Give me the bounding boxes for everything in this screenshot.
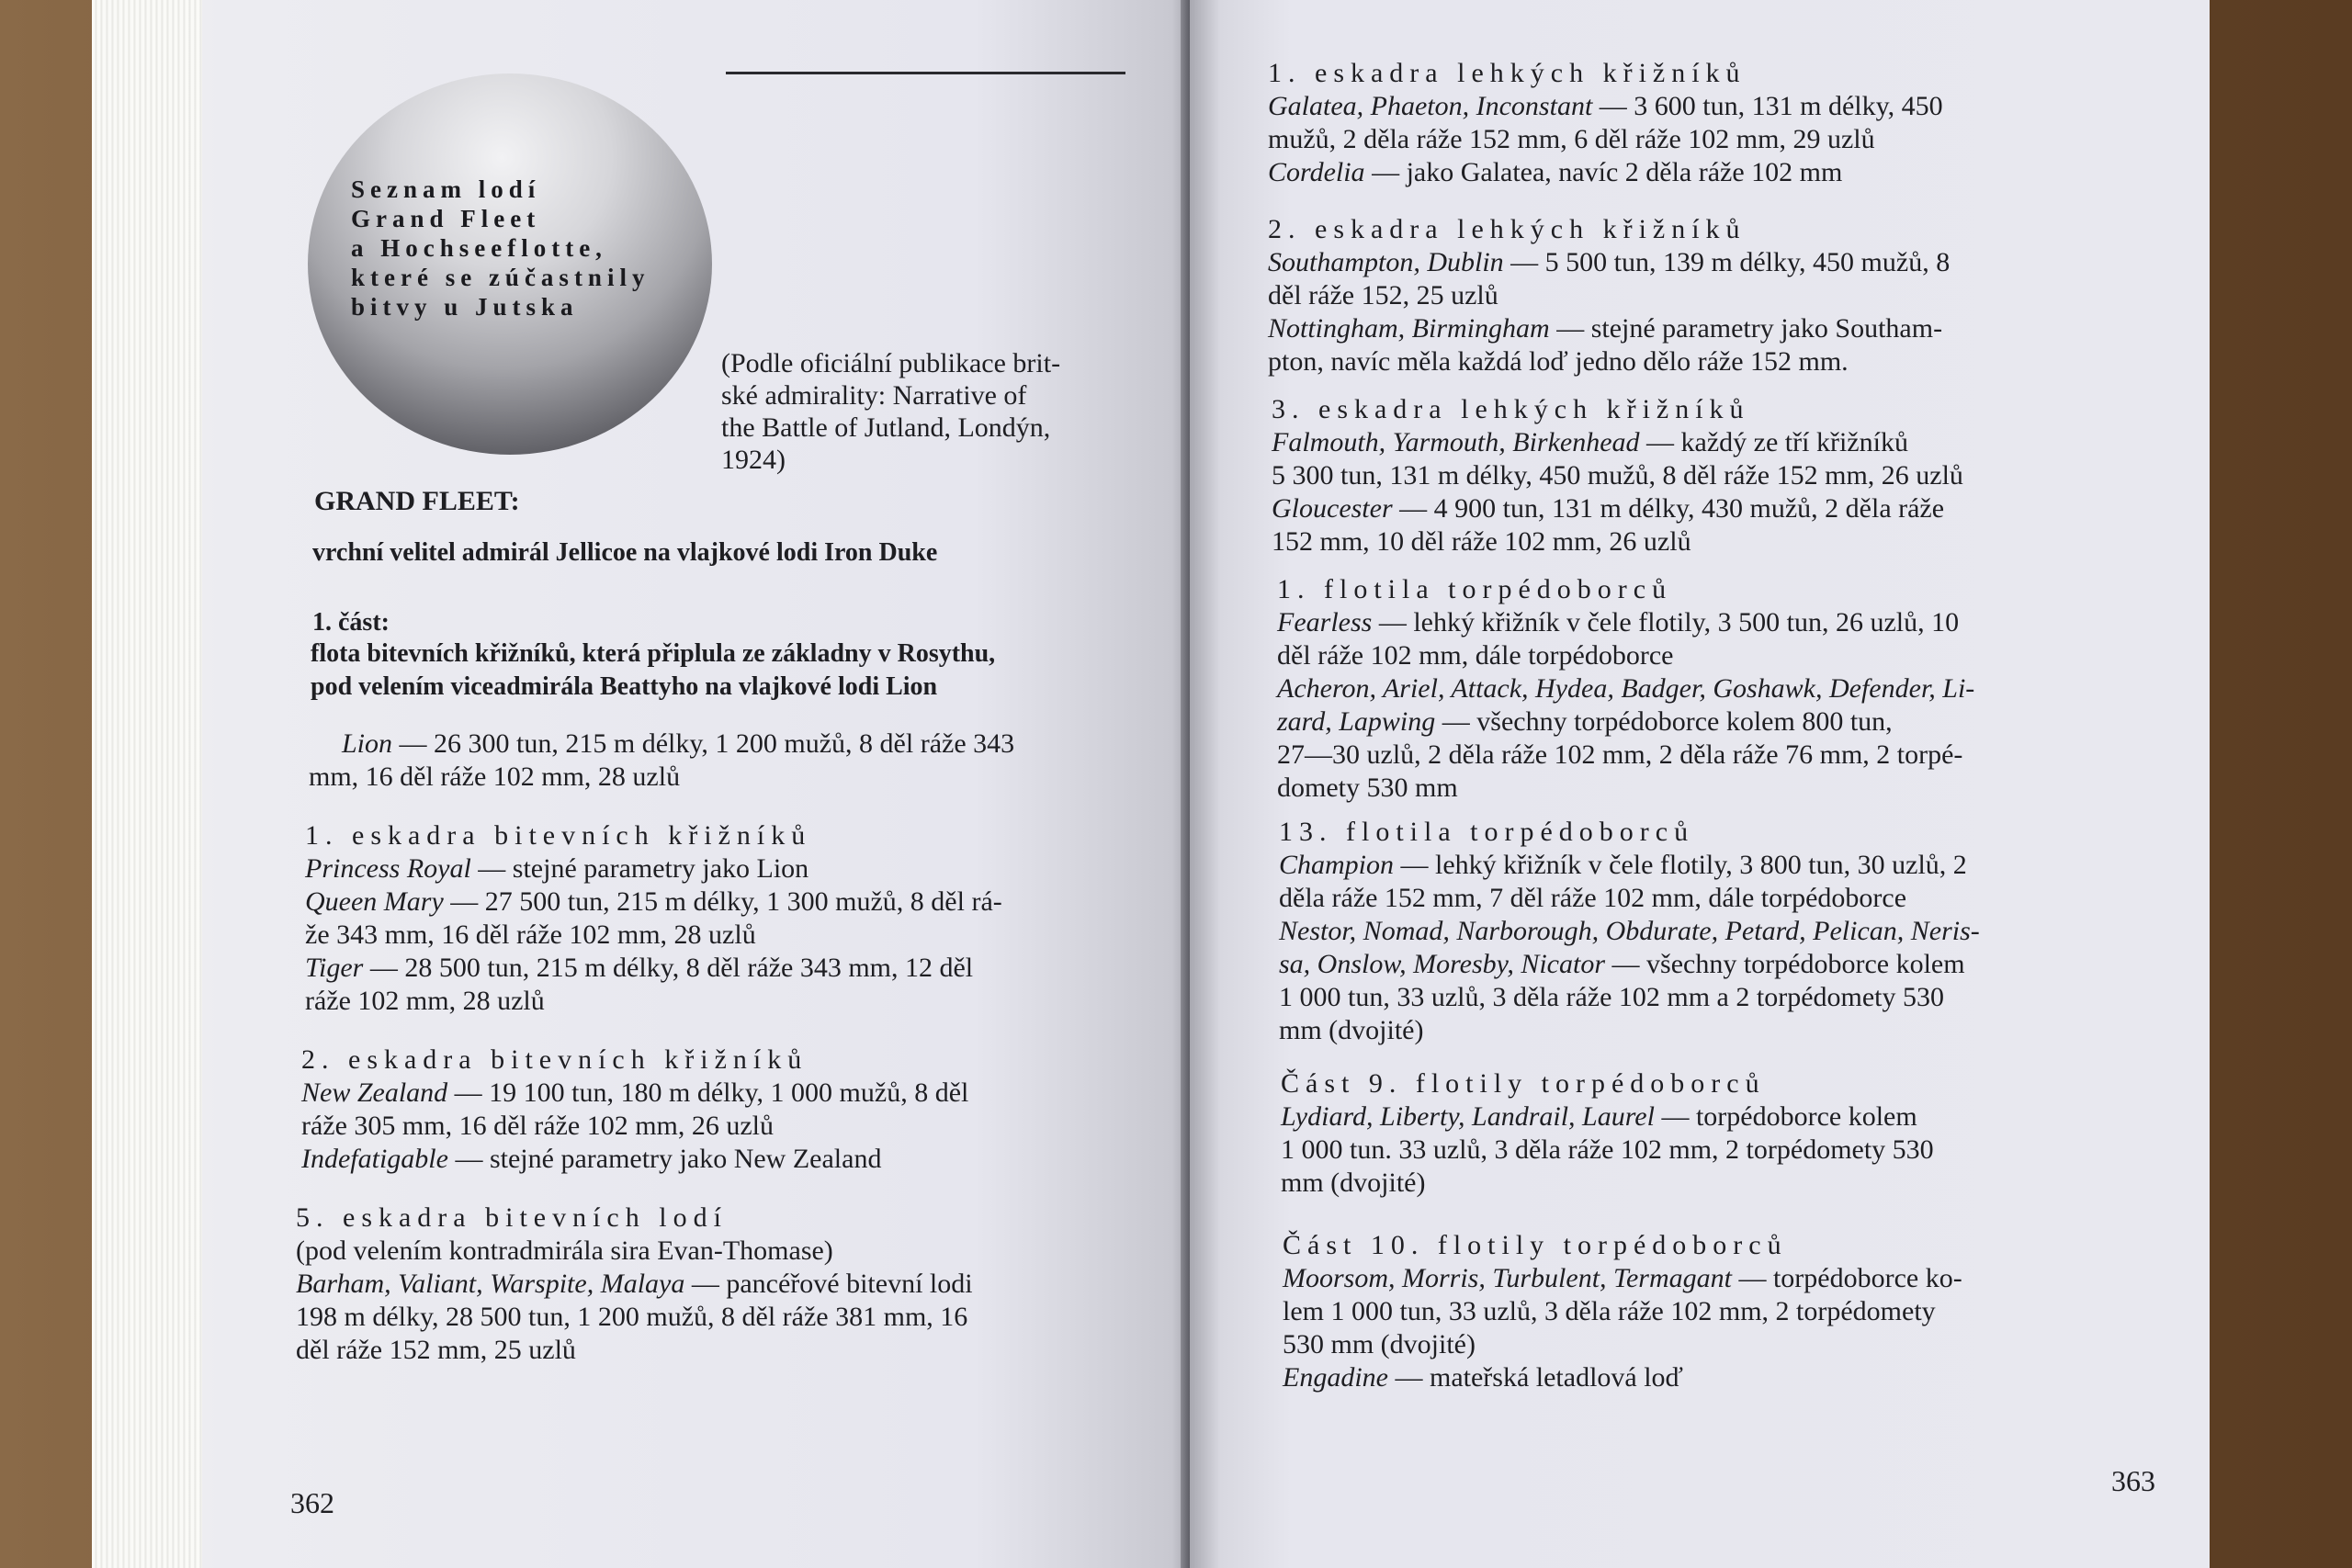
list-item (305, 919, 1002, 952)
ship-specs: pton, navíc měla každá loď jedno dělo ráže 152 mm. (1268, 346, 1849, 377)
list-item (1268, 312, 1950, 345)
source-note (721, 347, 1060, 476)
list-item (1268, 123, 1943, 156)
squadron-heading: 2. eskadra bitevních křižníků (301, 1044, 808, 1075)
ship-specs: ráže 305 mm, 16 děl ráže 102 mm, 26 uzlů (301, 1111, 775, 1141)
ship-specs: mužů, 2 děla ráže 152 mm, 6 děl ráže 102 mm, 29 uzlů (1268, 124, 1875, 154)
lion-entry (309, 728, 1014, 794)
ship-specs: — 5 500 tun, 139 m délky, 450 mužů, 8 (1503, 247, 1951, 277)
part-description (311, 637, 995, 704)
list-item (1281, 1167, 1934, 1200)
list-item (305, 852, 1002, 886)
list-item (1279, 882, 1980, 915)
ship-name: Tiger (305, 953, 364, 983)
list-item (1279, 1014, 1980, 1047)
squadron-1-battlecruisers (305, 819, 1002, 1018)
ship-specs: — 27 500 tun, 215 m délky, 1 300 mužů, 8 děl rá- (443, 886, 1002, 917)
ship-specs: — torpédoborce ko- (1731, 1263, 1962, 1293)
part-heading: 1. část: (312, 608, 390, 637)
list-item (1281, 1100, 1934, 1134)
squadron-5-battleships (296, 1201, 973, 1367)
list-item (296, 1334, 973, 1367)
list-item (1268, 345, 1950, 378)
ship-name: Lion (342, 728, 393, 759)
list-item (301, 1110, 968, 1143)
ship-specs: mm, 16 děl ráže 102 mm, 28 uzlů (309, 761, 681, 792)
ship-name: Southampton, Dublin (1268, 247, 1504, 277)
block-light-cruisers-2 (1268, 213, 1950, 378)
block-light-cruisers-3 (1272, 393, 1963, 558)
ship-specs: ráže 102 mm, 28 uzlů (305, 986, 545, 1016)
list-item (1268, 279, 1950, 312)
list-item (1277, 739, 1974, 772)
ship-specs: — jako Galatea, navíc 2 děla ráže 102 mm (1364, 157, 1843, 187)
list-item (1277, 606, 1974, 639)
list-item (296, 1268, 973, 1301)
ship-name: zard, Lapwing (1277, 706, 1436, 737)
page-edges (92, 0, 202, 1568)
ship-specs: že 343 mm, 16 děl ráže 102 mm, 28 uzlů (305, 919, 756, 950)
list-item (1272, 459, 1963, 492)
block-destroyer-flotilla-1 (1277, 573, 1974, 805)
ship-name: Cordelia (1268, 157, 1365, 187)
flotilla-heading: Část 9. flotily torpédoborců (1281, 1068, 1766, 1099)
ship-specs: — lehký křižník v čele flotily, 3 800 tun, 30 uzlů, 2 (1394, 850, 1967, 880)
list-item (1279, 849, 1980, 882)
ship-specs: děl ráže 102 mm, dále torpédoborce (1277, 640, 1674, 671)
list-item (1283, 1262, 1962, 1295)
list-item (301, 1143, 968, 1176)
list-item (305, 886, 1002, 919)
squadron-heading: 1. eskadra bitevních křižníků (305, 820, 812, 851)
commander-line: vrchní velitel admirál Jellicoe na vlajkové lodi Iron Duke (312, 538, 938, 567)
ship-specs: domety 530 mm (1277, 773, 1458, 803)
squadron-heading: 2. eskadra lehkých křižníků (1268, 214, 1747, 244)
ship-specs: mm (dvojité) (1279, 1015, 1424, 1045)
ship-specs: 1 000 tun, 33 uzlů, 3 děla ráže 102 mm a 2 torpédomety 530 (1279, 982, 1944, 1012)
source-note-line: (Podle oficiální publikace brit- (721, 348, 1061, 378)
ship-specs: — mateřská letadlová loď (1387, 1362, 1683, 1393)
ship-specs: 152 mm, 10 děl ráže 102 mm, 26 uzlů (1272, 526, 1691, 557)
ship-specs: — torpédoborce kolem (1654, 1101, 1917, 1132)
squadron-heading: 3. eskadra lehkých křižníků (1272, 394, 1750, 424)
list-item (1283, 1361, 1962, 1394)
ship-name: Galatea, Phaeton, Inconstant (1268, 91, 1593, 121)
ship-specs: — každý ze tří křižníků (1639, 427, 1908, 457)
ship-name: Queen Mary (305, 886, 444, 917)
flotilla-heading: 13. flotila torpédoborců (1279, 817, 1695, 847)
list-item (1279, 948, 1980, 981)
list-item (301, 1077, 968, 1110)
ship-name: Nottingham, Birmingham (1268, 313, 1550, 344)
ship-specs: — 19 100 tun, 180 m délky, 1 000 mužů, 8 děl (447, 1077, 969, 1108)
flotilla-heading: 1. flotila torpédoborců (1277, 574, 1673, 604)
list-item (296, 1235, 973, 1268)
list-item (296, 1301, 973, 1334)
ship-specs: lem 1 000 tun, 33 uzlů, 3 děla ráže 102 mm, 2 torpédomety (1283, 1296, 1936, 1326)
ship-specs: — 28 500 tun, 215 m délky, 8 děl ráže 343 mm, 12 děl (363, 953, 974, 983)
ship-specs: — 3 600 tun, 131 m délky, 450 (1592, 91, 1943, 121)
list-item (1283, 1295, 1962, 1328)
ship-name: Princess Royal (305, 853, 471, 884)
circle-title-line: které se zúčastnily (351, 264, 650, 291)
flotilla-heading: Část 10. flotily torpédoborců (1283, 1230, 1788, 1260)
block-light-cruisers-1 (1268, 57, 1943, 189)
list-item (1272, 492, 1963, 525)
squadron-heading: 1. eskadra lehkých křižníků (1268, 58, 1747, 88)
header-rule (726, 72, 1125, 74)
list-item (1268, 90, 1943, 123)
circle-title (351, 175, 650, 321)
block-destroyer-flotilla-9-part (1281, 1067, 1934, 1200)
ship-name: Barham, Valiant, Warspite, Malaya (296, 1269, 685, 1299)
ship-specs: 27—30 uzlů, 2 děla ráže 102 mm, 2 děla ráže 76 mm, 2 torpé- (1277, 739, 1963, 770)
ship-specs: — pancéřové bitevní lodi (684, 1269, 973, 1299)
ship-specs: — všechny torpédoborce kolem 800 tun, (1435, 706, 1893, 737)
source-note-line: 1924) (721, 445, 786, 475)
ship-specs: — lehký křižník v čele flotily, 3 500 tun, 26 uzlů, 10 (1372, 607, 1960, 637)
circle-title-line: a Hochseeflotte, (351, 234, 607, 262)
list-item (1279, 981, 1980, 1014)
block-destroyer-flotilla-13 (1279, 816, 1980, 1047)
part-description-line: flota bitevních křižníků, která připlula ze základny v Rosythu, (311, 639, 996, 668)
list-item (305, 985, 1002, 1018)
page-number-right: 363 (2111, 1464, 2155, 1497)
squadron-heading: 5. eskadra bitevních lodí (296, 1202, 728, 1233)
circle-title-line: Grand Fleet (351, 205, 541, 232)
list-item (1268, 156, 1943, 189)
list-item (1283, 1328, 1962, 1361)
ship-name: Falmouth, Yarmouth, Birkenhead (1272, 427, 1640, 457)
ship-specs: děl ráže 152 mm, 25 uzlů (296, 1335, 576, 1365)
page-number-left: 362 (290, 1486, 334, 1519)
ship-name: New Zealand (301, 1077, 448, 1108)
ship-name: Lydiard, Liberty, Landrail, Laurel (1281, 1101, 1655, 1132)
ship-specs: (pod velením kontradmirála sira Evan-Thomase) (296, 1235, 833, 1266)
list-item (1277, 772, 1974, 805)
ship-name: Acheron, Ariel, Attack, Hydea, Badger, Goshawk, Defender, Li- (1277, 673, 1975, 704)
ship-name: Champion (1279, 850, 1395, 880)
ship-specs: — všechny torpédoborce kolem (1605, 949, 1965, 979)
ship-specs: 5 300 tun, 131 m délky, 450 mužů, 8 děl ráže 152 mm, 26 uzlů (1272, 460, 1963, 491)
source-note-line: the Battle of Jutland, Londýn, (721, 412, 1051, 443)
ship-specs: děla ráže 152 mm, 7 děl ráže 102 mm, dále torpédoborce (1279, 883, 1907, 913)
fleet-heading: GRAND FLEET: (314, 486, 520, 516)
ship-name: Engadine (1283, 1362, 1388, 1393)
circle-title-line: bitvy u Jutska (351, 293, 579, 321)
list-item (1277, 639, 1974, 672)
list-item (1279, 915, 1980, 948)
ship-specs: — stejné parametry jako New Zealand (447, 1144, 882, 1174)
ship-specs: — 4 900 tun, 131 m délky, 430 mužů, 2 děla ráže (1392, 493, 1945, 524)
list-item (1272, 426, 1963, 459)
ship-specs: — stejné parametry jako Southam- (1549, 313, 1943, 344)
ship-specs: — 26 300 tun, 215 m délky, 1 200 mužů, 8 děl ráže 343 (392, 728, 1015, 759)
ship-specs: děl ráže 152, 25 uzlů (1268, 280, 1498, 310)
ship-name: Moorsom, Morris, Turbulent, Termagant (1283, 1263, 1732, 1293)
ship-specs: 198 m délky, 28 500 tun, 1 200 mužů, 8 děl ráže 381 mm, 16 (296, 1302, 968, 1332)
circle-title-line: Seznam lodí (351, 175, 541, 203)
ship-specs: — stejné parametry jako Lion (470, 853, 809, 884)
ship-name: Gloucester (1272, 493, 1393, 524)
ship-specs: mm (dvojité) (1281, 1168, 1426, 1198)
ship-name: Indefatigable (301, 1144, 448, 1174)
list-item (305, 952, 1002, 985)
squadron-2-battlecruisers (301, 1043, 968, 1176)
list-item (1281, 1134, 1934, 1167)
part-description-line: pod velením viceadmirála Beattyho na vlajkové lodi Lion (311, 672, 938, 701)
list-item (1277, 705, 1974, 739)
list-item (1268, 246, 1950, 279)
ship-name: Fearless (1277, 607, 1373, 637)
ship-specs: 1 000 tun. 33 uzlů, 3 děla ráže 102 mm, 2 torpédomety 530 (1281, 1134, 1934, 1165)
source-note-line: ské admirality: Narrative of (721, 380, 1027, 411)
ship-name: sa, Onslow, Moresby, Nicator (1279, 949, 1606, 979)
block-destroyer-flotilla-10-part (1283, 1229, 1962, 1394)
list-item (1272, 525, 1963, 558)
ship-specs: 530 mm (dvojité) (1283, 1329, 1476, 1359)
list-item (1277, 672, 1974, 705)
ship-name: Nestor, Nomad, Narborough, Obdurate, Petard, Pelican, Neris- (1279, 916, 1980, 946)
